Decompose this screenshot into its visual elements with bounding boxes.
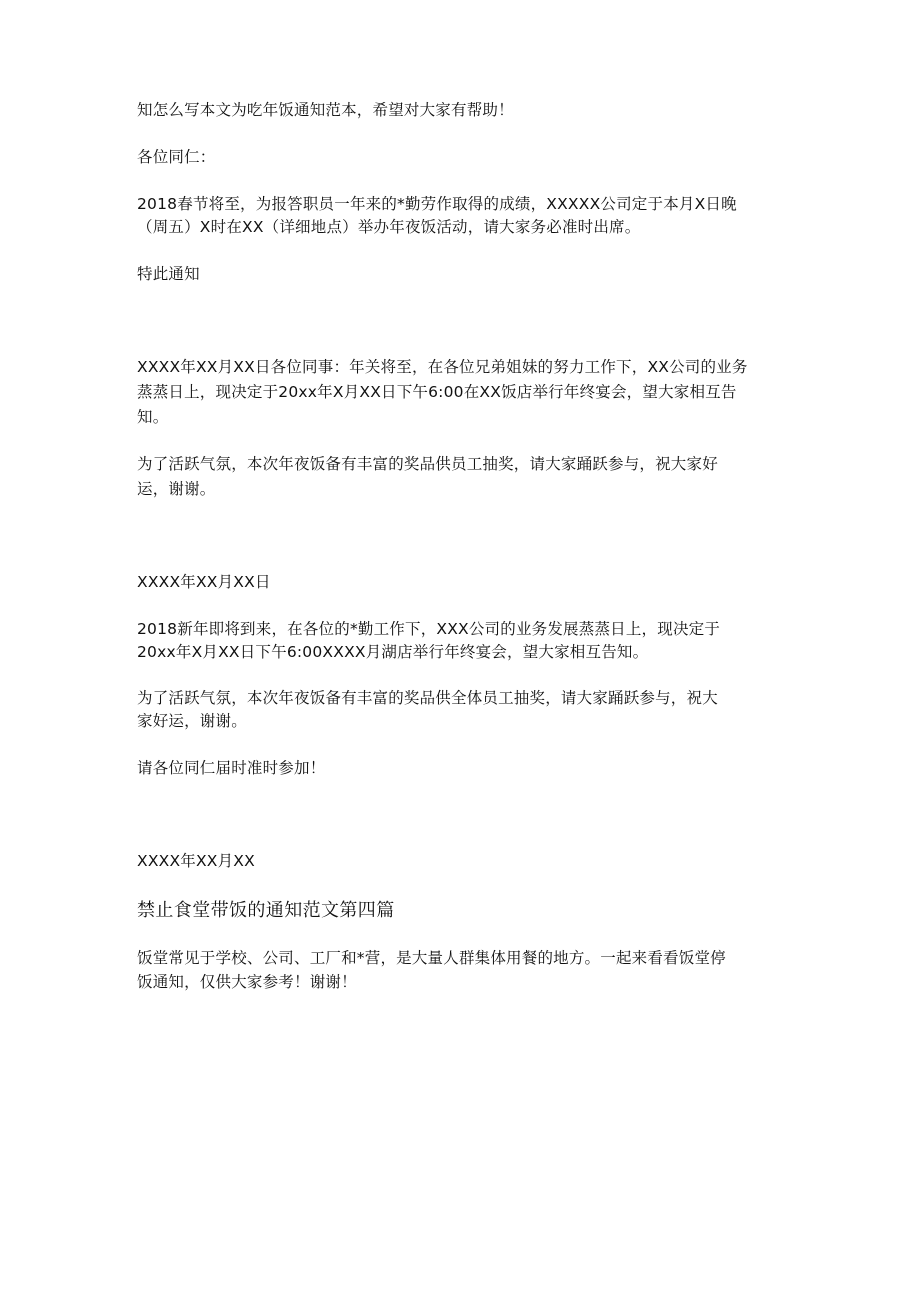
date3-text: XXXX年XX月XX: [137, 852, 255, 870]
notice1-line-1: 2018春节将至，为报答职员一年来的*勤劳作取得的成绩，XXXXX公司定于本月X日晚: [137, 195, 737, 213]
section-intro-line-2: 饭通知，仅供大家参考！谢谢！: [137, 973, 357, 991]
notice1-line-2: （周五）X时在XX（详细地点）举办年夜饭活动，请大家务必准时出席。: [137, 218, 641, 236]
notice2-line-2: 蒸蒸日上，现决定于20xx年X月XX日下午6:00在XX饭店举行年终宴会，望大家相互告: [137, 383, 737, 401]
notice2-line-1: XXXX年XX月XX日各位同事：年关将至，在各位兄弟姐妹的努力工作下，XX公司的业务: [137, 358, 748, 376]
notice3-line-1: 2018新年即将到来，在各位的*勤工作下，XXX公司的业务发展蒸蒸日上，现决定于: [137, 620, 721, 638]
notice3-line-2: 20xx年X月XX日下午6:00XXXX月湖店举行年终宴会，望大家相互告知。: [137, 643, 649, 661]
notice2-extra-line-1: 为了活跃气氛，本次年夜饭备有丰富的奖品供员工抽奖，请大家踊跃参与，祝大家好: [137, 455, 718, 473]
notice3-invite-text: 请各位同仁届时准时参加！: [137, 759, 326, 777]
notice2-line-3: 知。: [137, 408, 169, 426]
notice3-extra-line-2: 家好运，谢谢。: [137, 712, 247, 730]
date2-text: XXXX年XX月XX日: [137, 573, 271, 591]
intro-text: 知怎么写本文为吃年饭通知范本，希望对大家有帮助！: [137, 101, 514, 119]
section-intro-line-1: 饭堂常见于学校、公司、工厂和*营，是大量人群集体用餐的地方。一起来看看饭堂停: [137, 949, 726, 967]
notice3-extra-line-1: 为了活跃气氛，本次年夜饭备有丰富的奖品供全体员工抽奖，请大家踊跃参与，祝大: [137, 689, 718, 707]
section-heading: 禁止食堂带饭的通知范文第四篇: [137, 900, 395, 921]
greeting-text: 各位同仁：: [137, 148, 216, 166]
closing-text: 特此通知: [137, 265, 200, 283]
notice2-extra-line-2: 运，谢谢。: [137, 480, 216, 498]
